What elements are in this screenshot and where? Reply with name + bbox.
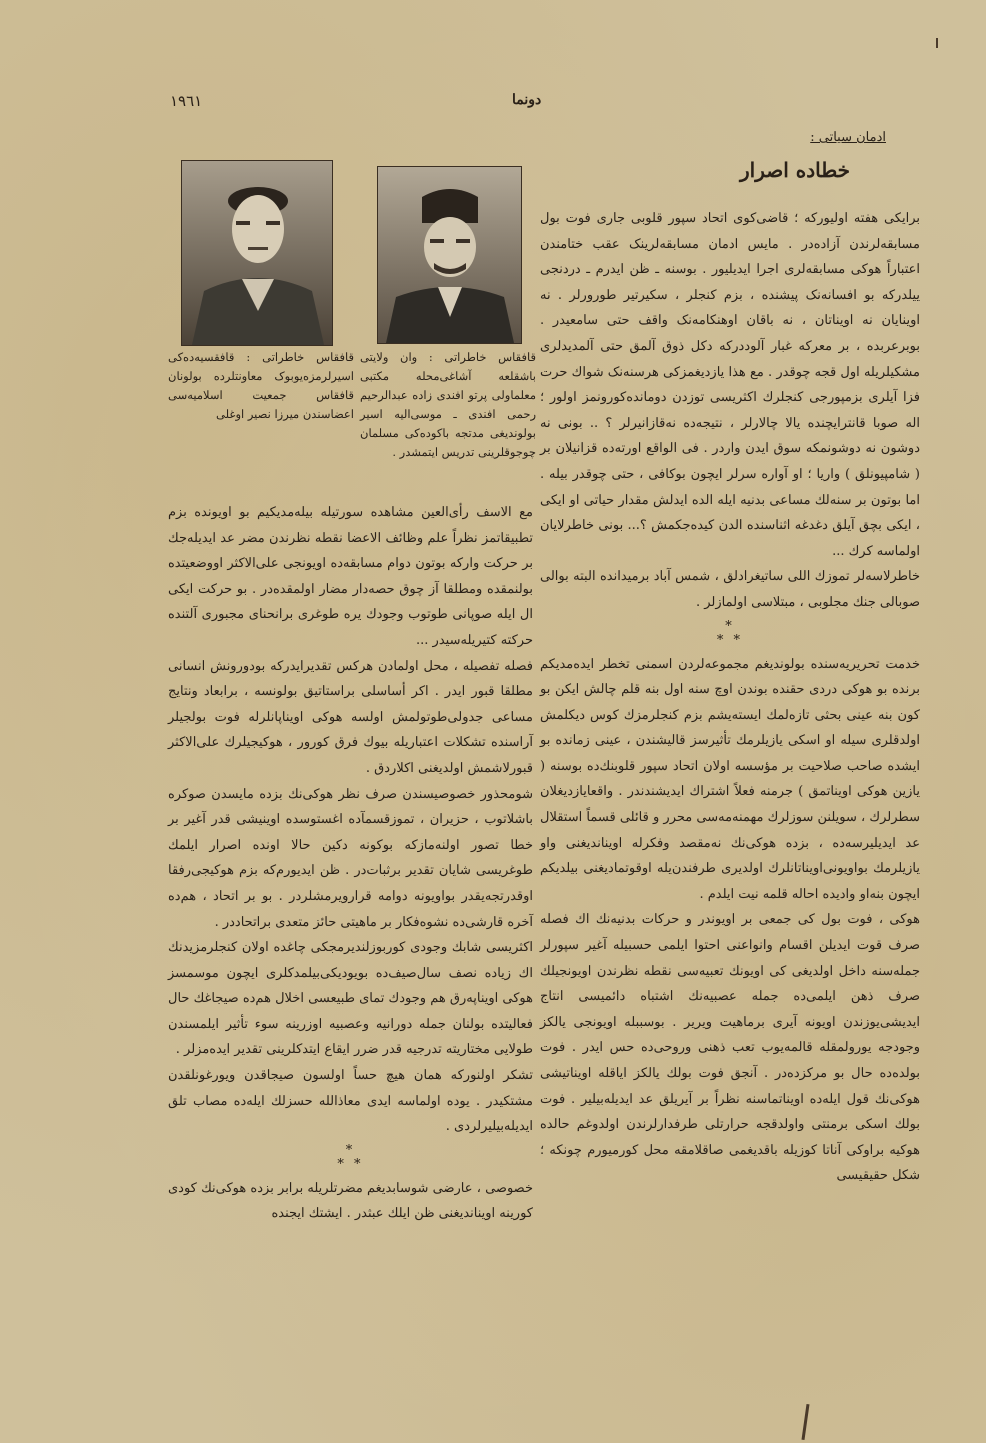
paragraph: خاطرلاسه‌لر تموزك اللی ساتیغرادلق ، شمس آباد برمیدانده البته بوالی صوبالی جنك مجلوبی ، مبتلاسی اولمازلر . — [540, 569, 920, 610]
ink-mark — [936, 38, 938, 48]
paragraph: تشکر اولنورکه همان هیچ حساً اولسون صیجاقدن ویورغونلقدن مشتکیدر . یوده اولماسه ایدی معاذالله حسزلك ایله‌ده مصاب تلق ایدیله‌بیلیرلردی . — [168, 1068, 533, 1135]
section-separator: * * * — [337, 1142, 364, 1172]
ink-mark — [802, 1404, 810, 1440]
paragraph: اکثریسی شابك وجودی کوربوزلندیرمجکی چاغده اولان کنجلرمزیدنك اك زیاده نصف سال‌صیف‌ده بویودیکی‌بیلمدکلری ایچون موسمسز هوکی اویناپه‌رق هم وجودك تمای طبیعسی اخلال هم‌ده صیجاغك حال فعالیتده بولنان جمله دورانیه وعصبیه اوزرینه سوء تأثیر ایلمسندن طولایی مختاریته تدرجیه قدر ضرر ایقاع ایتدکلرینی تقدیر ایده‌مزلر . — [168, 940, 533, 1058]
paragraph: شومحذور خصوصیسندن صرف نظر هوکی‌نك بزده مایسدن صوکره باشلاتوب ، حزیران ، تموز‌قسمآده اغستوسده اوینیشی قدر آغیر بر خطا تصور اولنه‌مازکه بوکونه دکین حالا اونده اصرار ایلمك طوغریسی شایان تقدیر بر‌ثبات‌در . ظن ایدیورم‌که بزم هوکیجی‌رفقا اوقدر‌تجه‌یقدر بواویونه دوامه قرارویرمشلردر . بو بر اتحاد ، هم‌ده آخره قارشی‌ده نشوه‌فکار بر ماهیتی حائز متعدی براتحاددر . — [168, 786, 533, 930]
section-separator: * * * — [716, 618, 744, 648]
paragraph: هوکی ، فوت بول کی جمعی بر اویوندر و حرکات بدنیه‌نك اك فصله صرف قوت ایدیلن اقسام وانواعنی احتوا ایلمی حسبیله آغیر سپورلر جمله‌سنه داخل اولدیغی کی اویونك تعبیه‌سی نقطه نظرندن اویونجیلك صرف ذهن ایلمی‌ده جمله عصبیه‌نك اشتباه دائمیسی انتاج ایدیشی‌یوزندن اویونه آیری برماهیت ویریر . بوسببله اویونجی یالکز وجودجه یورولمقله قالمه‌یوب تعب ذهنی وروحی‌ده حس ایدر . فوت بولده‌ده حال بو مرکزده‌در . آنجق فوت بولك یالکز ایاقله اویناتیشی هوکی‌نك قول ایله‌ده اویناتماسنه نظراً بر آیریلق عد ایدیله‌بیلیر . فوت بولك اسکی برمنتی واولدقجه حرارتلی طرفدارلرندن اولدوغم حالده هوکیه براوکی آناتا کوزیله باقدیغمی صاقلامقه محل کورمیورم چونکه ؛ شکل حقیقیسی — [540, 912, 920, 1184]
journal-name: دونما — [512, 92, 542, 108]
portrait-left-image — [182, 161, 332, 345]
paragraph: فصله تفصیله ، محل اولمادن هرکس تقدیرایدرکه بودورونش انسانی مطلقا قبور ایدر . اکر أساسلی براستاتیق بولونسه ، برابعاد ونتایج مساعی جدولی‌طوتولمش اولسه هوکی اویناپانلرله فوت بولجیلر آراسنده تشکلات اعتباریله بیوك فرق کورور ، هوکیجیلرك علی‌الاکثر قبورلاشمش اولدیغنی اکلاردق . — [168, 658, 533, 776]
paragraph: مع الاسف رأی‌العین مشاهده سورتیله بیله‌مدیکیم بو اویونده بزم تطبیقاتمز نظراً علم وظائف الاعضا نقطه نظرندن مضر عد ایدیله‌جك بر حرکت وارکه بوتون دوام مسابقه‌ده اویونجی علی‌الاکثر اووضعیتده بولنمقده ومطلقا آز چوق حصه‌دار مضار اولمقده‌در . بو حرکت ایکی ال ایله صوپانی طوتوب وجودك یره طوغری برانحنای مجبوری آلتنده حرکته کتیریله‌سیدر ... — [168, 505, 533, 648]
paragraph: خصوصی ، عارضی شوسابدیغم مضرتلریله برابر بزده هوکی‌نك کودی کورینه اویناندیغنی ظن ایلك عبثدر . ایشتك ایجنده — [168, 1180, 533, 1222]
section-label: ادمان سیاتی : — [810, 130, 886, 145]
portrait-photo-left — [181, 160, 333, 346]
caption-right-photo: قافقاس خاطراتی : وان ولایتی باشقلعه آشاغی‌محله مکتبی معلماولی پرتو افندی زاده عبدالرحیم رحمی افندی ـ موسی‌الیه اسیر بولوندیغی مدتجه باکوده‌کی مسلمان چوجوقلرینی تدریس ایتمشدر . — [360, 350, 536, 459]
article-headline: خطاده اصرار — [740, 158, 850, 182]
caption-left-photo: قافقاس خاطراتی : قافقسیه‌ده‌کی اسیرلرمزه‌یوبوک معاونتلرده بولونان قافقاس جمعیت اسلامیه‌سی اعضاسندن میرزا نصیر اوغلی — [168, 350, 354, 421]
paragraph: خدمت تحریریه‌سنده بولوندیغم مجموعه‌لردن اسمنی تخطر ایده‌مدیکم برنده بو هوکی دردی حقنده بوندن اوچ سنه اول بنه قلم چالش ایکن بو کون بنه عینی بحثی تازه‌لمك ایسته‌یشم بزم کنجلرمزك کوس دیکلمش اولدقلری سیله او اسکی یازیلرمك تأثیرسز قالیشندن ، عینی زمانده بو ایشده صاحب صلاحیت بر مؤسسه اولان اتحاد سپور قلوبنك‌ده بوسنه ( یازین هوکی اویناتمق ) جرمنه فعلاً اشتراك ایدیشندندر . واقعایازدیغلان سطرلرك ، سویلنن سوزلرك مهمنه‌مه‌سی محرر و قائلی قسماً استقلال عد ایدیلیرسه‌ده ، بزده هوکی‌نك نه‌مقصد وفکرله اویناندیغنی واو یازیلرمك بواویونی‌اویناتانلرك اولدیری طرفندن‌یله اوقوتمادیغنی بیلدیکم ایچون بنه‌او وادیده احاله قلمه نیت ایلدم . — [540, 656, 920, 902]
page-number: ١٩٦١ — [170, 92, 203, 110]
article-column-left — [168, 500, 533, 1227]
portrait-photo-right — [377, 166, 522, 344]
portrait-right-image — [378, 167, 521, 343]
paragraph: برایکی هفته اولیورکه ؛ قاضی‌کوی اتحاد سپور قلوبی جاری فوت بول مسابقه‌لرندن آزاده‌در . مایس ادمان مسابقه‌لرینک عقب ختامندن اعتباراً هوکی مسابقه‌لری‌ اجرا ایدیلیور . بوسنه ـ ظن ایدرم ـ دردنجی ییلدرکه بو افسانه‌نک پیشنده ، بزم کنجلر ، سکیرتیر طورورلر . نه اوینایان نه اوینا‌تان ، نه باقان اوهنکامه‌نک واقف حتی سامعیدر . بوبرعربده ، بر معرکه غبار آلوددرکه دکل ذوق آلمق حتی آلمدیدلری مشکیلریله اول قجه چوقدر . مع هذا یازدیغمزکی هرسنه‌نک شواك حرت فزا آیلری بزمپورجی کنجلرك اکثریسی توزدن دومانده‌کورونمز اولور ؛ اله صوبا قانترایچنده یالا چالارلر ، نتیجه‌ده نه‌قازانیرلر ؟ .. بونی نه دوشون نه دوشونمکه سوق ایدن واردر . فی الواقع اورته‌ده قزانیلان بر ( شامپیونلق ) واریا ؛ او آواره سرلر ایچون بوکافی ، حتی چوقدر بیله . اما بوتون بر سنه‌لك مساعی بدنیه ایله الده ایدلش مقدار حیاتی او ایکی ، ایکی بچق آیلق دغدغه اثناسنده الدن کیده‌جکمش ؟... بونی خاطرلایان اولماسه کرك ... — [540, 211, 920, 559]
article-column-right — [540, 206, 920, 1189]
